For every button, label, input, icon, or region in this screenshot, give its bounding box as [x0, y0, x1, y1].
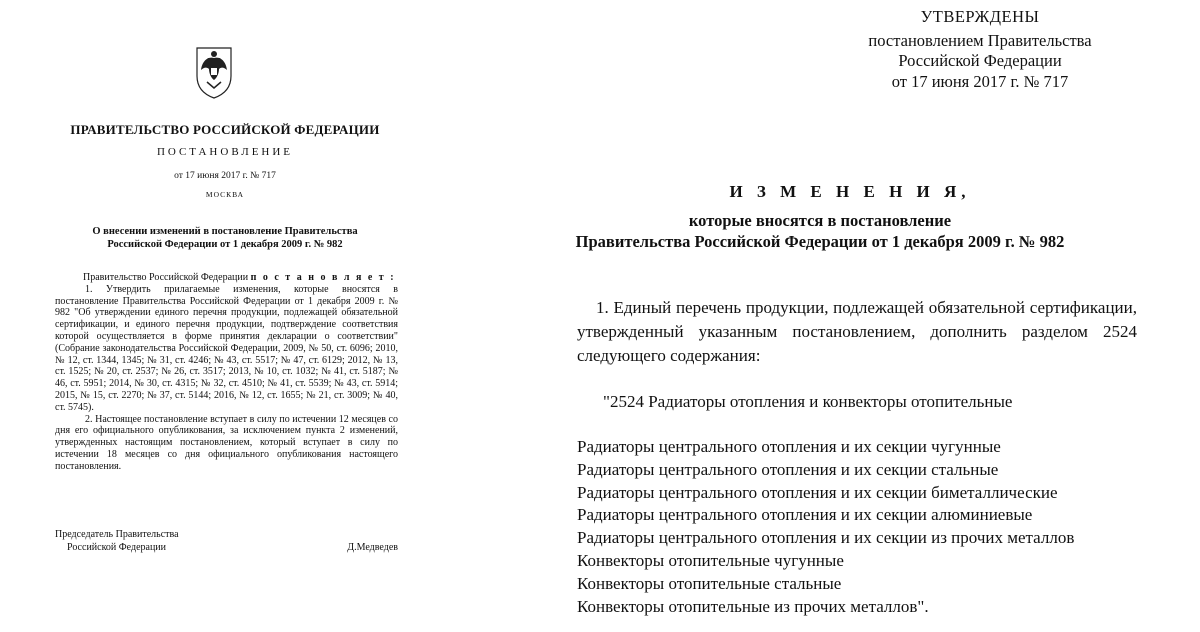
changes-paragraph-text: 1. Единый перечень продукции, подлежащей обязательной сертификации, утвержденный указанным постановлением, дополнить разделом 2524 следующего содержания: [577, 298, 1137, 365]
approved-line: Российской Федерации [898, 51, 1062, 70]
list-item: Радиаторы центрального отопления и их секции чугунные [577, 437, 1001, 456]
approved-date: от 17 июня 2017 г. № 717 [891, 72, 1069, 91]
changes-paragraph [577, 296, 1137, 368]
signer-role: Российской Федерации [67, 542, 167, 553]
signer-name: Д.Медведев [347, 542, 398, 553]
signer-role: Председатель Правительства [55, 529, 179, 540]
signature-block [55, 528, 398, 554]
list-item: Радиаторы центрального отопления и их секции алюминиевые [577, 505, 1033, 525]
resolves-word: п о с т а н о в л я е т : [250, 272, 396, 283]
approved-heading: УТВЕРЖДЕНЫ [920, 7, 1040, 26]
decree-subject [40, 225, 410, 251]
decree-page [0, 0, 460, 632]
decree-body [55, 272, 398, 473]
list-item: Радиаторы центрального отопления и их секции из прочих металлов [577, 528, 1075, 548]
list-item: Радиаторы центрального отопления и их секции стальные [577, 459, 999, 479]
changes-page [520, 0, 1200, 632]
approved-line: постановлением Правительства [868, 31, 1092, 50]
decree-subject-line: О внесении изменений в постановление Правительства [92, 226, 358, 237]
decree-paragraph-2: 2. Настоящее постановление вступает в силу по истечении 12 месяцев со дня его официального опубликования, за исключением пункта 2 изменений, утвержденных настоящим постановлением, который вступает в силу по истечении 18 месяцев со дня официального опубликования настоящего постановления. [55, 413, 398, 472]
list-item: Конвекторы отопительные стальные [577, 573, 842, 593]
changes-subtitle-line: которые вносятся в постановление [688, 211, 952, 230]
decree-type: ПОСТАНОВЛЕНИЕ [156, 146, 294, 158]
decree-city: МОСКВА [205, 190, 245, 199]
decree-subject-line: Российской Федерации от 1 декабря 2009 г. № 982 [107, 239, 343, 250]
decree-paragraph-1: 1. Утвердить прилагаемые изменения, которые вносятся в постановление Правительства Российской Федерации от 1 декабря 2009 г. № 982 "Об утверждении единого перечня продукции, подлежащей обязательной сертификации, и единого перечня продукции, подтверждение соответствия которой осуществляется в форме принятия декларации о соответствии" (Собрание законодательства Российской Федерации, 2009, № 50, ст. 6096; 2010, № 12, ст. 1344, 1345; № 31, ст. 4246; № 43, ст. 5517; № 47, ст. 6129; 2012, № 13, ст. 1525; № 20, ст. 2537; № 26, ст. 3517; 2013, № 10, ст. 1032; № 41, ст. 5187; № 46, ст. 5951; 2014, № 30, ст. 4315; № 32, ст. 4510; № 41, ст. 5539; № 43, ст. 5914; 2015, № 15, ст. 2270; № 37, ст. 5144; 2016, № 12, ст. 1655; № 21, ст. 3009; № 40, ст. 5745). [55, 283, 398, 413]
resolves-line [55, 272, 398, 284]
list-item: Конвекторы отопительные чугунные [577, 550, 844, 570]
list-item: Конвекторы отопительные из прочих металлов". [577, 596, 929, 616]
product-list [577, 436, 1074, 618]
changes-subtitle [520, 210, 1120, 252]
section-heading: "2524 Радиаторы отопления и конвекторы отопительные [603, 392, 1013, 411]
resolves-prefix: Правительство Российской Федерации [83, 272, 249, 283]
changes-title: И З М Е Н Е Н И Я, [729, 182, 971, 201]
coat-of-arms-emblem [193, 40, 235, 100]
changes-subtitle-line: Правительства Российской Федерации от 1 декабря 2009 г. № 982 [575, 232, 1065, 251]
government-title: ПРАВИТЕЛЬСТВО РОССИЙСКОЙ ФЕДЕРАЦИИ [70, 122, 380, 137]
decree-date: от 17 июня 2017 г. № 717 [174, 171, 276, 181]
changes-body [577, 296, 1137, 368]
list-item: Радиаторы центрального отопления и их секции биметаллические [577, 482, 1058, 502]
